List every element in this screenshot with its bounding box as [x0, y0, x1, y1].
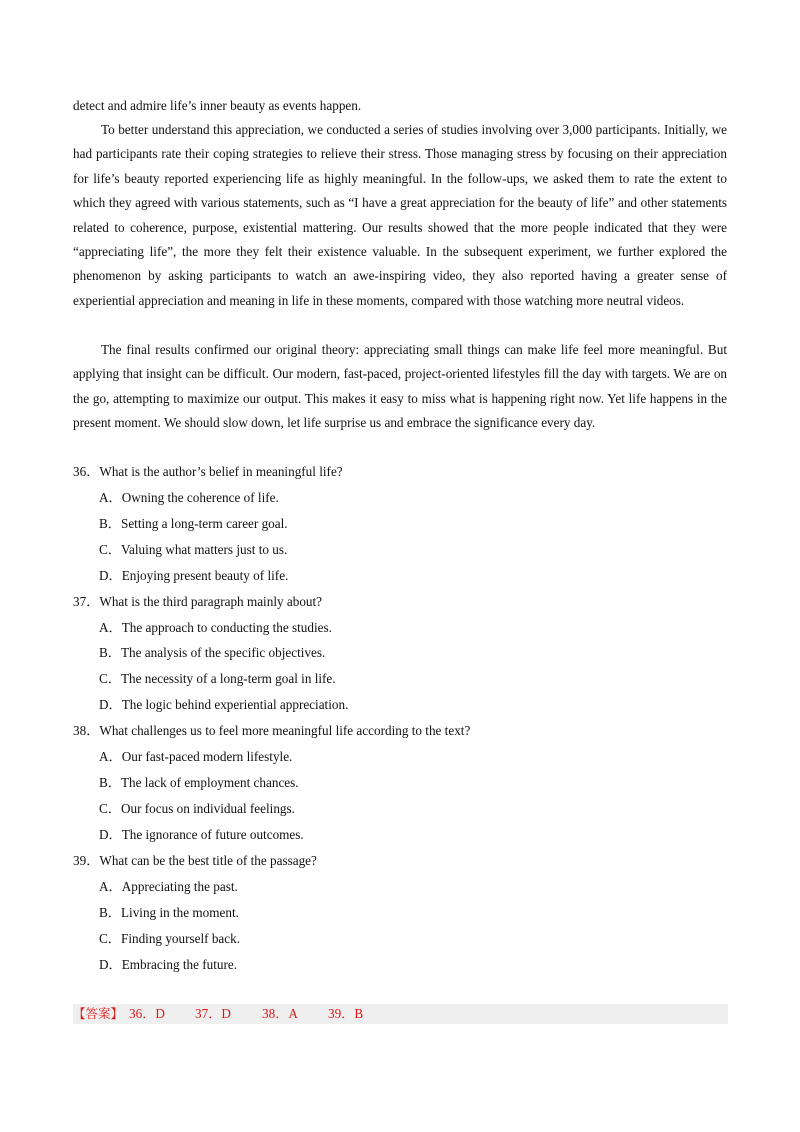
option-c: C．Valuing what matters just to us.	[99, 542, 288, 557]
passage-paragraph-tail: detect and admire life’s inner beauty as events happen.	[73, 98, 362, 113]
answer-37: 37．D	[195, 1006, 231, 1021]
option-a: A．Our fast-paced modern lifestyle.	[99, 749, 293, 764]
question-stem: 39．What can be the best title of the passage?	[73, 853, 317, 868]
option-a: A．Appreciating the past.	[99, 879, 238, 894]
question-stem: 38．What challenges us to feel more meaningful life according to the text?	[73, 723, 471, 738]
option-d: D．The ignorance of future outcomes.	[99, 827, 304, 842]
option-b: B．The lack of employment chances.	[99, 775, 299, 790]
answer-bar	[73, 1004, 728, 1024]
option-d: D．Enjoying present beauty of life.	[99, 568, 289, 583]
option-b: B．Setting a long-term career goal.	[99, 516, 288, 531]
option-b: B．Living in the moment.	[99, 905, 239, 920]
option-c: C．Finding yourself back.	[99, 931, 241, 946]
question-stem: 36．What is the author’s belief in meaningful life?	[73, 464, 343, 479]
answer-36: 36．D	[129, 1006, 165, 1021]
option-a: A．The approach to conducting the studies.	[99, 620, 332, 635]
option-b: B．The analysis of the specific objectives.	[99, 645, 326, 660]
answer-38: 38．A	[262, 1006, 298, 1021]
passage-paragraph-studies: To better understand this appreciation, we conducted a series of studies involving over 3,000 participants. Initially, we had participants rate their coping strategies to relieve their stress. Those managing stress by focusing on their appreciation for life’s beauty reported experiencing life as highly meaningful. In the follow-ups, we asked them to rate the extent to which they agreed with various statements, such as “I have a great appreciation for the beauty of life” and other statements related to coherence, purpose, existential mattering. Our results showed that the more people indicated that they were “appreciating life”, the more they felt their existence valuable. In the subsequent experiment, we further explored the phenomenon by asking participants to watch an awe-inspiring video, they also reported having a greater sense of experiential appreciation and meaning in life in these moments, compared with those watching more neutral videos.	[73, 122, 727, 308]
answer-label: 【答案】	[73, 1006, 124, 1021]
option-a: A．Owning the coherence of life.	[99, 490, 279, 505]
passage-paragraph-conclusion: The final results confirmed our original theory: appreciating small things can make life feel more meaningful. But applying that insight can be difficult. Our modern, fast-paced, project-oriented lifestyles fill the day with targets. We are on the go, attempting to maximize our output. This makes it easy to miss what is happening right now. Yet life happens in the present moment. We should slow down, let life surprise us and embrace the significance every day.	[73, 342, 727, 431]
option-c: C．The necessity of a long-term goal in life.	[99, 671, 336, 686]
option-d: D．Embracing the future.	[99, 957, 238, 972]
option-c: C．Our focus on individual feelings.	[99, 801, 295, 816]
question-stem: 37．What is the third paragraph mainly about?	[73, 594, 323, 609]
option-d: D．The logic behind experiential appreciation.	[99, 697, 349, 712]
answer-39: 39．B	[328, 1006, 364, 1021]
